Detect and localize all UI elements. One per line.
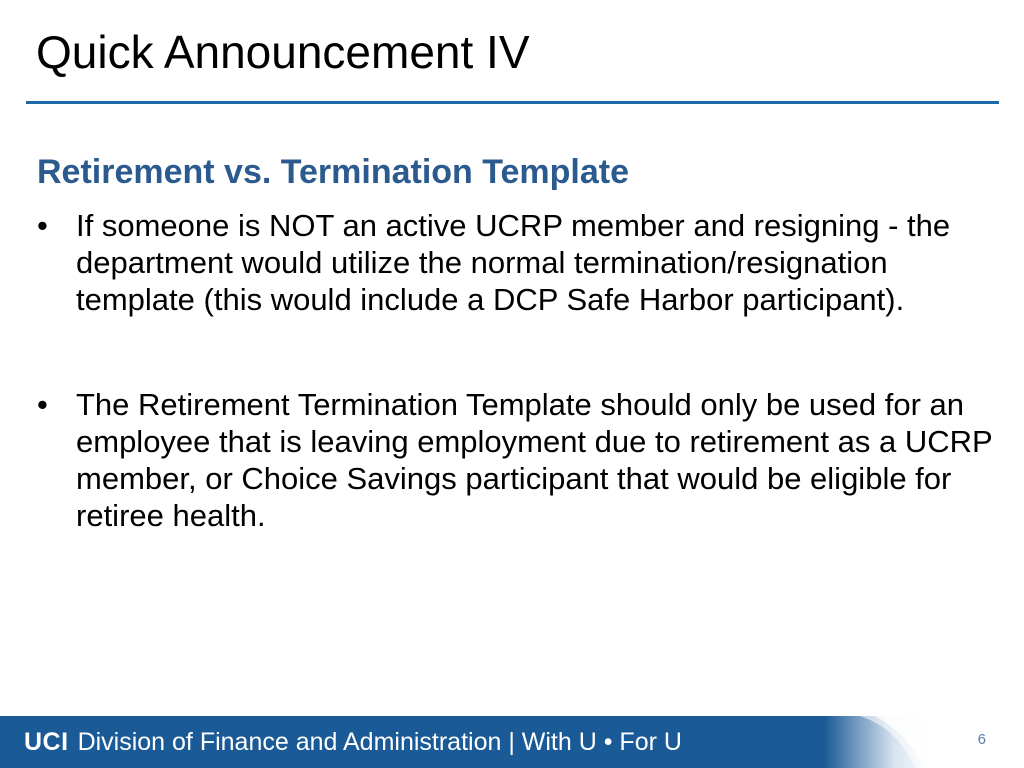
title-divider bbox=[26, 101, 999, 104]
bullet-text: The Retirement Termination Template should only be used for an employee that is leaving employment due to retirement as a UCRP member, or Choice Savings participant that would be eligible for retiree health. bbox=[76, 387, 993, 533]
slide-subtitle: Retirement vs. Termination Template bbox=[37, 153, 629, 191]
footer-brand bbox=[24, 726, 682, 758]
division-text: Division of Finance and Administration | With U • For U bbox=[77, 728, 682, 756]
footer-swoosh-graphic bbox=[820, 716, 940, 768]
footer-bar bbox=[0, 716, 1024, 768]
bullet-marker: • bbox=[37, 387, 48, 422]
bullet-item bbox=[37, 386, 997, 534]
bullet-item bbox=[37, 207, 997, 318]
page-number: 6 bbox=[977, 731, 986, 748]
bullet-marker: • bbox=[37, 208, 48, 243]
slide-title: Quick Announcement IV bbox=[36, 26, 530, 78]
bullet-text: If someone is NOT an active UCRP member and resigning - the department would utilize the normal termination/resignation template (this would include a DCP Safe Harbor participant). bbox=[76, 208, 951, 317]
uci-logo: UCI bbox=[24, 728, 69, 756]
bullet-list bbox=[37, 207, 997, 534]
